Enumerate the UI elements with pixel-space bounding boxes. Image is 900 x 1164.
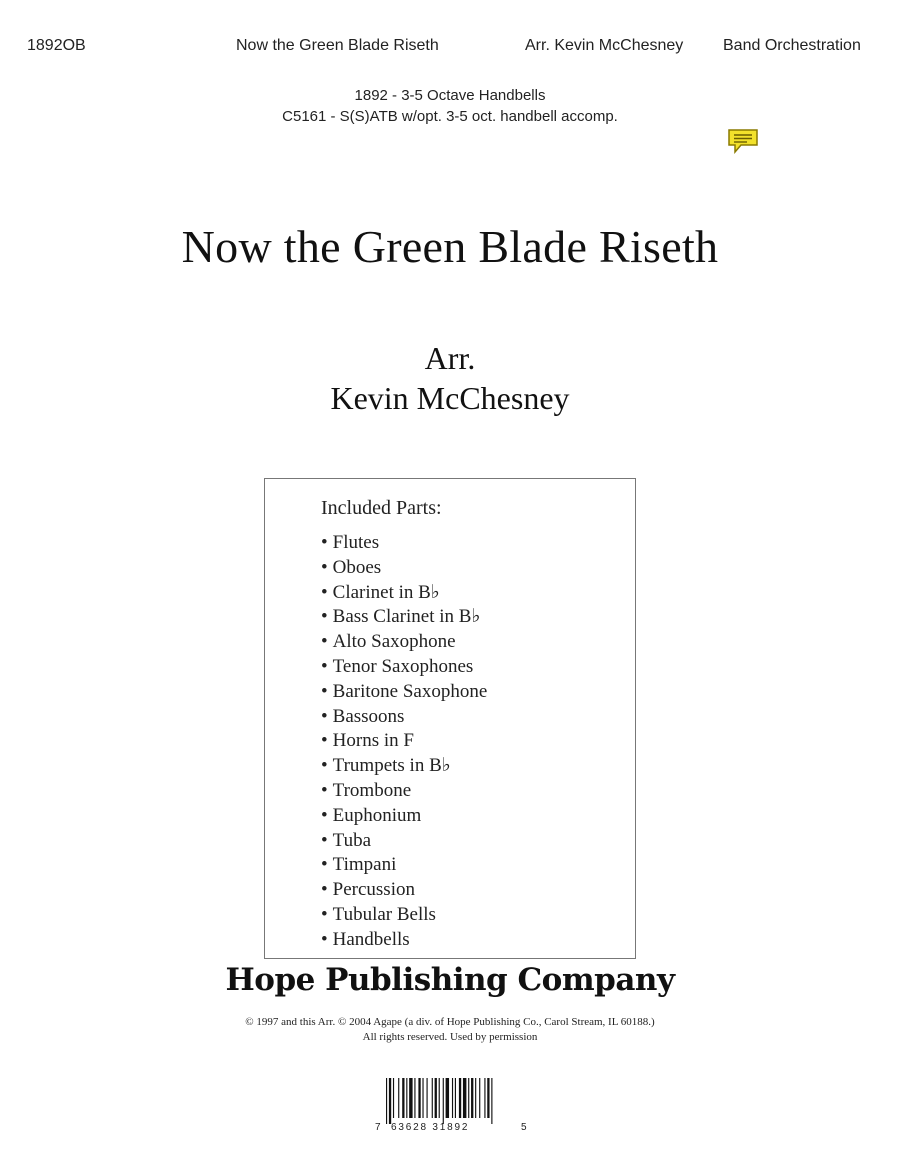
header-code: 1892OB [27,37,86,54]
barcode-lead-digit: 7 [375,1122,381,1133]
list-item: • Baritone Saxophone [321,680,487,705]
list-item: • Horns in F [321,729,487,754]
rights-notice: All rights reserved. Used by permission [362,1031,538,1043]
list-item: • Alto Saxophone [321,630,487,655]
arranger-label: Arr. [424,340,476,376]
page-title: Now the Green Blade Riseth [181,221,719,272]
list-item: • Tuba [321,829,487,854]
list-item: • Bass Clarinet in B♭ [321,605,487,630]
list-item: • Flutes [321,531,487,556]
list-item: • Tenor Saxophones [321,655,487,680]
list-item: • Euphonium [321,804,487,829]
list-item: • Handbells [321,928,487,953]
publisher-logo: Hope Publishing Company [225,962,675,998]
comment-icon[interactable] [727,128,759,154]
list-item: • Tubular Bells [321,903,487,928]
list-item: • Bassoons [321,705,487,730]
barcode-check-digit: 5 [521,1122,527,1133]
header-arranger: Arr. Kevin McChesney [525,37,684,54]
related-product-choral: C5161 - S(S)ATB w/opt. 3-5 oct. handbell accomp. [282,108,618,125]
barcode-bars [384,1078,520,1124]
header-title: Now the Green Blade Riseth [236,37,439,54]
list-item: • Oboes [321,556,487,581]
arranger-name: Kevin McChesney [330,380,570,416]
included-parts-box [264,478,636,959]
parts-list [321,531,487,953]
list-item: • Timpani [321,853,487,878]
list-item: • Percussion [321,878,487,903]
barcode [370,1078,530,1136]
list-item: • Clarinet in B♭ [321,581,487,606]
parts-heading: Included Parts: [321,497,442,519]
copyright-notice: © 1997 and this Arr. © 2004 Agape (a div. of Hope Publishing Co., Carol Stream, IL 60188.) [245,1016,655,1028]
list-item: • Trombone [321,779,487,804]
barcode-digits: 63628 31892 [391,1122,470,1133]
related-product-handbells: 1892 - 3-5 Octave Handbells [354,87,546,104]
list-item: • Trumpets in B♭ [321,754,487,779]
header-edition: Band Orchestration [723,37,861,54]
